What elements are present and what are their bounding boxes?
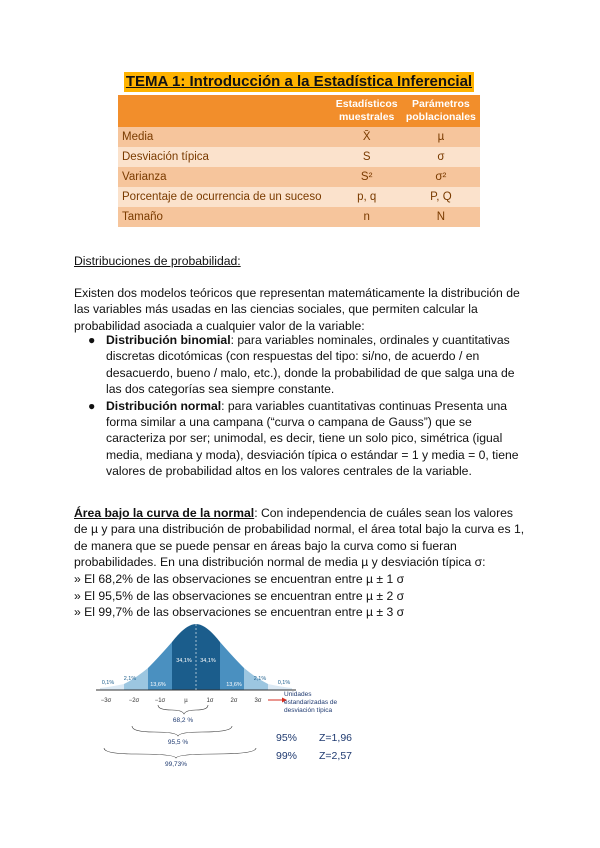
bullet-icon: ● <box>88 333 96 347</box>
table-row <box>118 127 480 147</box>
brace-label-99: 99,73% <box>164 761 188 768</box>
list-item <box>74 332 524 398</box>
table-row <box>270 730 366 746</box>
page-title: TEMA 1: Introducción a la Estadística Inferencial <box>125 73 473 90</box>
population-symbol: P, Q <box>402 187 480 207</box>
units-label: desviación típica <box>284 707 333 714</box>
area-line-3: » El 99,7% de las observaciones se encuentran entre µ ± 3 σ <box>74 605 405 619</box>
area-paragraph <box>74 505 526 571</box>
table-row <box>270 748 366 764</box>
brace-95 <box>132 726 232 736</box>
row-label: Desviación típica <box>118 147 332 167</box>
brace-label-68: 68,2 % <box>172 717 194 724</box>
area-term: Área bajo la curva de la normal <box>74 506 255 520</box>
bullet-icon: ● <box>88 398 96 413</box>
axis-tick-label: µ <box>184 698 188 704</box>
axis-tick-label: 2σ <box>230 698 238 704</box>
section-heading: Distribuciones de probabilidad: <box>74 254 241 268</box>
z-value: Z=1,96 <box>319 732 352 744</box>
bullet-text: : para variables nominales, ordinales y cuantitativas discretas dicotómicas (con respuestas del tipo: si/no, de acuerdo / en desacuerdo, bueno / malo, etc.), donde la probabilidad de que salga una de las dos categorías sea siempre constante. <box>106 333 515 397</box>
row-label: Porcentaje de ocurrencia de un suceso <box>118 187 332 207</box>
population-symbol: σ <box>402 147 480 167</box>
table-header-empty <box>118 95 332 127</box>
statistics-table <box>118 95 480 227</box>
intro-paragraph: Existen dos modelos teóricos que representan matemáticamente la distribución de las variables más usadas en las ciencias sociales, que permiten calcular la probabilidad asociada a cualquier valor de la variable: <box>74 286 520 333</box>
brace-label-95: 95,5 % <box>167 739 189 746</box>
population-symbol: σ² <box>402 167 480 187</box>
segment-label: 13,6% <box>226 682 242 688</box>
list-item <box>74 398 524 480</box>
row-label: Tamaño <box>118 207 332 227</box>
z-pct: 95% <box>276 732 298 744</box>
table-row <box>118 207 480 227</box>
table-row <box>118 187 480 207</box>
area-text: : Con independencia de cuáles sean los valores de µ y para una distribución de probabilidad normal, el área total bajo la curva es 1, de manera que se puede pensar en áreas bajo la curva como si fueran probabilidades. En una distribución normal de media µ y desviación típica σ: <box>74 506 525 570</box>
bullet-term: Distribución binomial <box>106 333 231 347</box>
area-line-1: » El 68,2% de las observaciones se encuentran entre µ ± 1 σ <box>74 572 405 586</box>
bullet-text: : para variables cuantitativas continuas Presenta una forma similar a una campana (“curva o campana de Gauss”) que se caracteriza por ser; unimodal, es decir, tiene un solo pico, simétrica (igual media, mediana y moda), desviación típica o estándar = 1 y media = 0, tiene valores de probabilidad altos en los valores centrales de la variable. <box>106 398 519 479</box>
segment-label: 0,1% <box>277 680 291 686</box>
row-label: Varianza <box>118 167 332 187</box>
sample-symbol: n <box>332 207 402 227</box>
brace-99 <box>104 748 256 758</box>
segment-label: 34,1% <box>176 658 192 664</box>
axis-tick-label: −3σ <box>100 698 112 704</box>
sample-symbol: p, q <box>332 187 402 207</box>
segment-label: 0,1% <box>101 680 115 686</box>
sample-symbol: S² <box>332 167 402 187</box>
population-symbol: µ <box>402 127 480 147</box>
bullet-term: Distribución normal <box>106 398 222 413</box>
area-line-2: » El 95,5% de las observaciones se encuentran entre µ ± 2 σ <box>74 589 405 603</box>
segment-label: 13,6% <box>150 682 166 688</box>
table-row <box>118 147 480 167</box>
axis-tick-label: 1σ <box>206 698 214 704</box>
units-label: estandarizadas de <box>284 699 338 706</box>
segment-label: 34,1% <box>200 658 216 664</box>
population-symbol: N <box>402 207 480 227</box>
z-pct: 99% <box>276 750 298 762</box>
table-header-sample: Estadísticos muestrales <box>332 95 402 127</box>
axis-tick-label: −1σ <box>154 698 166 704</box>
brace-68 <box>158 705 208 714</box>
axis-tick-label: 3σ <box>254 698 262 704</box>
z-value: Z=2,57 <box>319 750 352 762</box>
table-header-row <box>118 95 480 127</box>
table-header-population: Parámetros poblacionales <box>402 95 480 127</box>
row-label: Media <box>118 127 332 147</box>
sample-symbol: S <box>332 147 402 167</box>
units-label: Unidades <box>284 691 312 698</box>
curve-segment-center-right <box>196 624 220 690</box>
segment-label: 2,1% <box>123 676 137 682</box>
sample-symbol: X̄ <box>332 127 402 147</box>
distribution-list <box>74 332 524 480</box>
axis-tick-label: −2σ <box>128 698 140 704</box>
z-values-table <box>268 728 368 766</box>
segment-label: 2,1% <box>253 676 267 682</box>
table-row <box>118 167 480 187</box>
curve-segment-center-left <box>172 624 196 690</box>
